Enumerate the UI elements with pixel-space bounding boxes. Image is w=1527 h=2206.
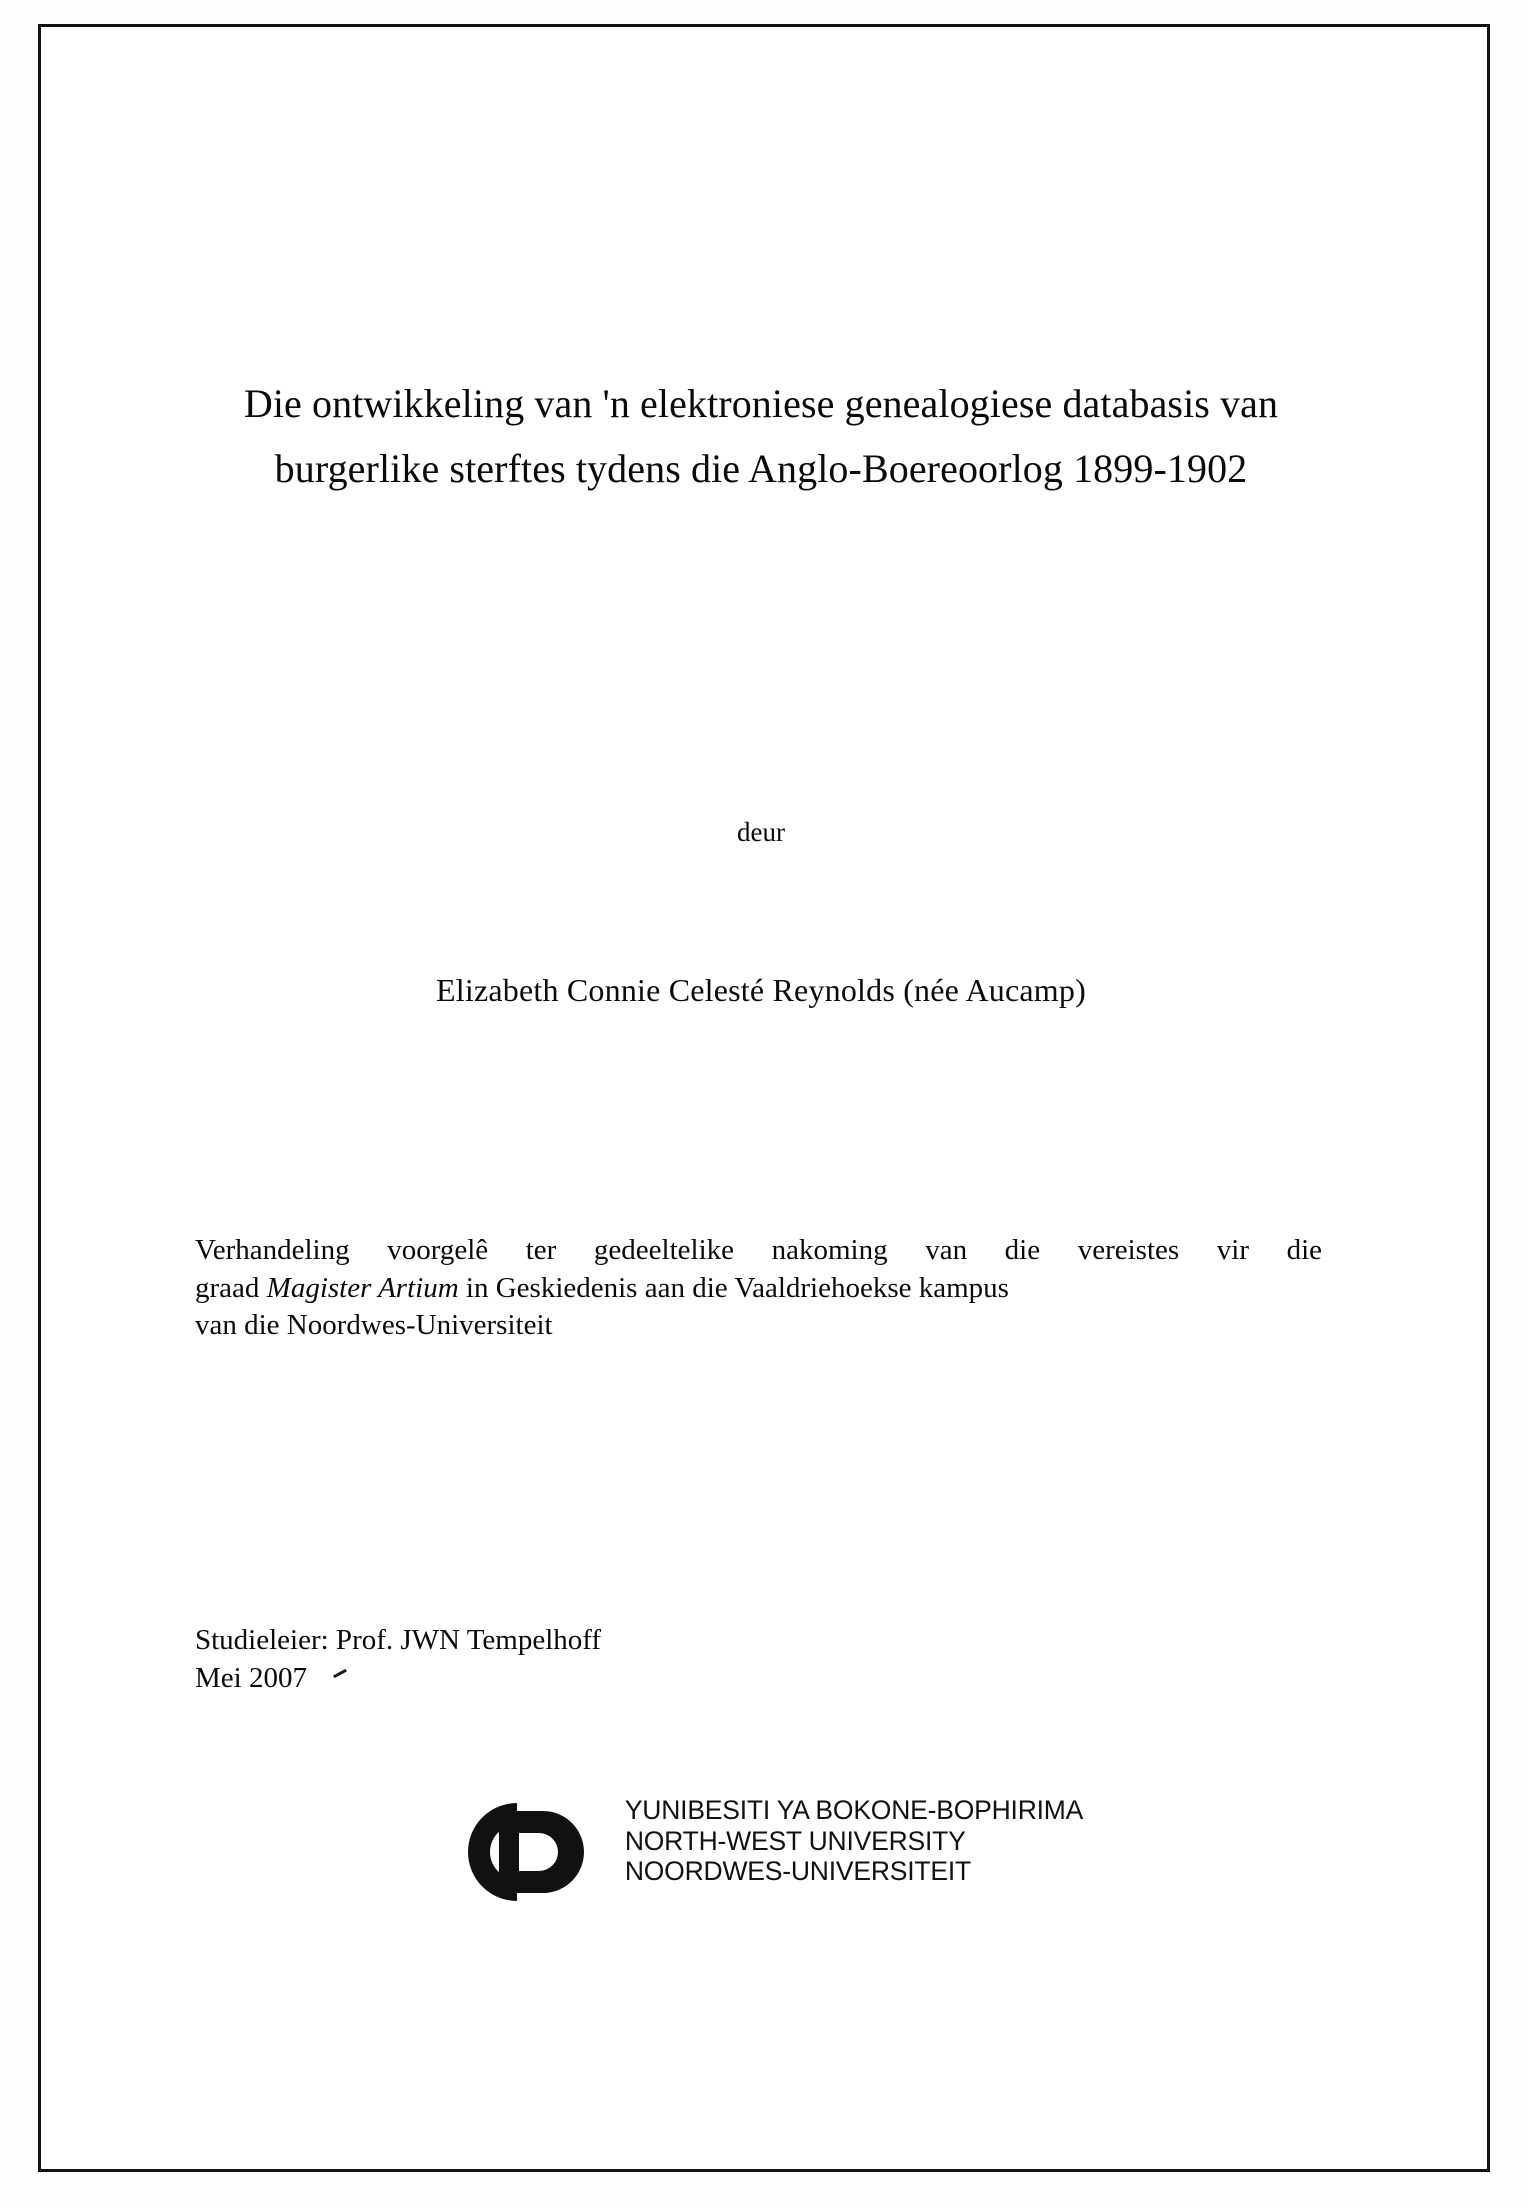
- university-logo-text: [625, 1795, 1083, 1887]
- degree-statement-line-2: [195, 1270, 1322, 1308]
- page-title: [191, 372, 1331, 502]
- supervisor-line: Studieleier: Prof. JWN Tempelhoff: [195, 1624, 602, 1656]
- degree-statement-line-1: Verhandeling voorgelê ter gedeeltelike nakoming van die vereistes vir die: [195, 1234, 1322, 1266]
- title-line-2: burgerlike sterftes tydens die Anglo-Boereoorlog 1899-1902: [274, 445, 1248, 491]
- byline-label: deur: [737, 817, 785, 847]
- supervisor-and-date: [195, 1622, 1195, 1697]
- university-logo-line-2: NORTH-WEST UNIVERSITY: [624, 1825, 966, 1856]
- degree-statement-line-2-prefix: graad: [195, 1271, 267, 1304]
- university-logo: [191, 1787, 1331, 1911]
- degree-name: Magister Artium: [266, 1271, 459, 1304]
- date-line: Mei 2007: [195, 1660, 1195, 1698]
- nwu-logo-mark-icon: [439, 1793, 619, 1911]
- degree-statement-line-2-suffix: in Geskiedenis aan die Vaaldriehoekse kampus: [458, 1271, 1009, 1304]
- degree-statement: [195, 1232, 1322, 1345]
- page-border-frame: [38, 24, 1490, 2172]
- university-logo-line-3: NOORDWES-UNIVERSITEIT: [624, 1856, 972, 1887]
- title-page-content: [191, 27, 1331, 2169]
- degree-statement-line-3: van die Noordwes-Universiteit: [195, 1309, 553, 1342]
- author-name: Elizabeth Connie Celesté Reynolds (née Aucamp): [436, 972, 1086, 1008]
- university-logo-line-1: YUNIBESITI YA BOKONE-BOPHIRIMA: [624, 1795, 1084, 1825]
- page-content-area: [41, 27, 1487, 2169]
- title-line-1: Die ontwikkeling van 'n elektroniese genealogiese databasis van: [243, 381, 1279, 426]
